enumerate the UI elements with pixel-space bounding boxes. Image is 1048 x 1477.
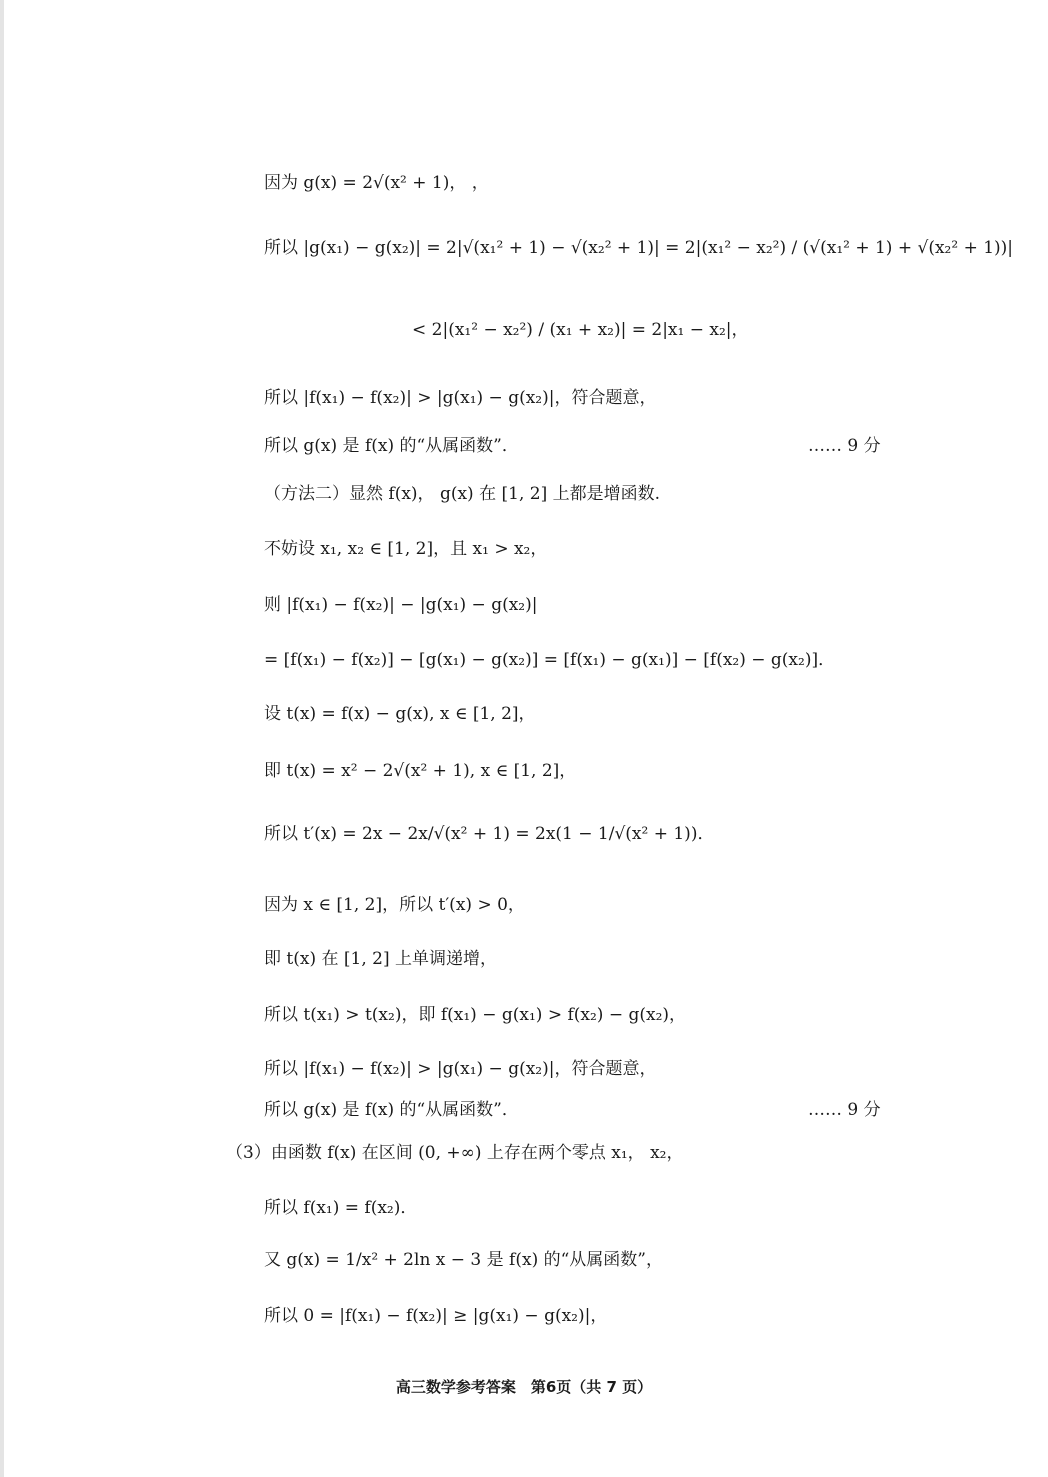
solution-line: 所以 f(x₁) = f(x₂)． xyxy=(264,1198,418,1218)
solution-line: 所以 t(x₁) > t(x₂)，即 f(x₁) − g(x₁) > f(x₂) − g(x₂)， xyxy=(264,1005,687,1025)
solution-line: 因为 g(x) = 2√(x² + 1)， ， xyxy=(264,173,489,193)
page-left-edge xyxy=(0,0,4,1477)
solution-line: （方法二）显然 f(x)， g(x) 在 [1, 2] 上都是增函数. xyxy=(264,484,661,504)
solution-line: （3）由函数 f(x) 在区间 (0, +∞) 上存在两个零点 x₁， x₂， xyxy=(226,1143,684,1163)
solution-line: 即 t(x) 在 [1, 2] 上单调递增， xyxy=(264,949,498,969)
score-marker: …… 9 分 xyxy=(808,1100,881,1120)
solution-line: = [f(x₁) − f(x₂)] − [g(x₁) − g(x₂)] = [f(x₁) − g(x₁)] − [f(x₂) − g(x₂)]． xyxy=(264,650,836,670)
solution-line: 设 t(x) = f(x) − g(x), x ∈ [1, 2]， xyxy=(264,704,536,724)
solution-line: 所以 g(x) 是 f(x) 的“从属函数”． xyxy=(264,436,519,456)
solution-line: 即 t(x) = x² − 2√(x² + 1), x ∈ [1, 2]， xyxy=(264,761,577,781)
solution-line: 不妨设 x₁, x₂ ∈ [1, 2]，且 x₁ > x₂， xyxy=(264,539,548,559)
solution-line: 则 |f(x₁) − f(x₂)| − |g(x₁) − g(x₂)| xyxy=(264,595,538,615)
solution-line: 所以 |f(x₁) − f(x₂)| > |g(x₁) − g(x₂)|，符合题意， xyxy=(264,1059,657,1079)
solution-line: 所以 |g(x₁) − g(x₂)| = 2|√(x₁² + 1) − √(x₂² + 1)| = 2|(x₁² − x₂²) / (√(x₁² + 1) + √(x₂² + 1))| xyxy=(264,238,1014,258)
solution-line: 又 g(x) = 1/x² + 2ln x − 3 是 f(x) 的“从属函数”， xyxy=(264,1250,663,1270)
solution-line: 所以 |f(x₁) − f(x₂)| > |g(x₁) − g(x₂)|，符合题意， xyxy=(264,388,657,408)
solution-line: 所以 0 = |f(x₁) − f(x₂)| ≥ |g(x₁) − g(x₂)|， xyxy=(264,1306,608,1326)
solution-line: < 2|(x₁² − x₂²) / (x₁ + x₂)| = 2|x₁ − x₂|， xyxy=(412,320,749,340)
solution-line: 所以 t′(x) = 2x − 2x/√(x² + 1) = 2x(1 − 1/√(x² + 1))． xyxy=(264,824,715,844)
page-footer: 高三数学参考答案 第6页（共 7 页） xyxy=(395,1378,653,1396)
solution-line: 因为 x ∈ [1, 2]，所以 t′(x) > 0， xyxy=(264,895,525,915)
solution-line: 所以 g(x) 是 f(x) 的“从属函数”． xyxy=(264,1100,519,1120)
score-marker: …… 9 分 xyxy=(808,436,881,456)
